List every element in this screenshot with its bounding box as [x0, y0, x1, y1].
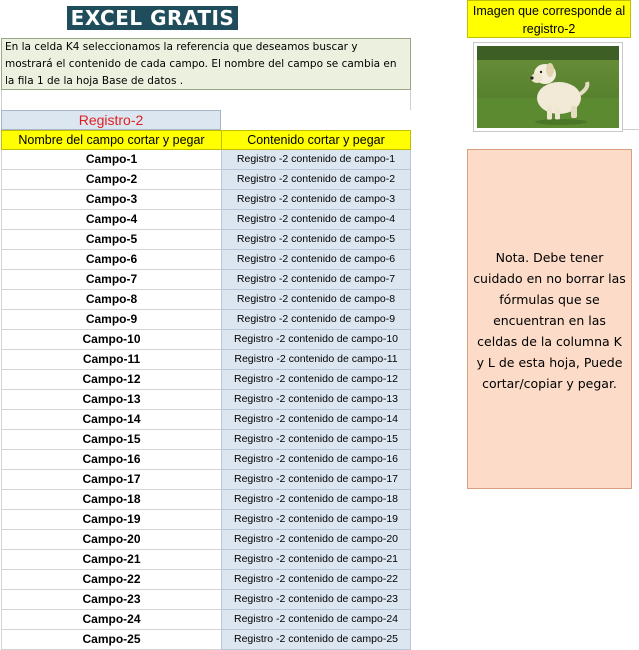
field-content-cell[interactable]: Registro -2 contenido de campo-21 — [221, 550, 411, 570]
field-content-cell[interactable]: Registro -2 contenido de campo-12 — [221, 370, 411, 390]
field-name-cell[interactable]: Campo-25 — [1, 630, 221, 650]
table-row — [1, 490, 411, 510]
field-content-cell[interactable]: Registro -2 contenido de campo-17 — [221, 470, 411, 490]
field-name-cell[interactable]: Campo-15 — [1, 430, 221, 450]
field-content-cell[interactable]: Registro -2 contenido de campo-13 — [221, 390, 411, 410]
dog-photo[interactable] — [473, 42, 623, 132]
table-row — [1, 150, 411, 170]
field-content-cell[interactable]: Registro -2 contenido de campo-11 — [221, 350, 411, 370]
field-name-cell[interactable]: Campo-21 — [1, 550, 221, 570]
table-row — [1, 510, 411, 530]
dog-photo-icon — [477, 46, 619, 128]
table-row — [1, 290, 411, 310]
field-name-cell[interactable]: Campo-18 — [1, 490, 221, 510]
field-name-cell[interactable]: Campo-10 — [1, 330, 221, 350]
grid-line — [623, 129, 639, 130]
field-name-cell[interactable]: Campo-3 — [1, 190, 221, 210]
field-name-cell[interactable]: Campo-19 — [1, 510, 221, 530]
field-name-cell[interactable]: Campo-6 — [1, 250, 221, 270]
field-content-cell[interactable]: Registro -2 contenido de campo-22 — [221, 570, 411, 590]
field-content-cell[interactable]: Registro -2 contenido de campo-23 — [221, 590, 411, 610]
field-name-cell[interactable]: Campo-7 — [1, 270, 221, 290]
table-row — [1, 550, 411, 570]
registro-title-cell[interactable]: Registro-2 — [1, 110, 221, 130]
field-name-cell[interactable]: Campo-12 — [1, 370, 221, 390]
table-row — [1, 170, 411, 190]
blank-row[interactable] — [1, 90, 411, 110]
field-name-cell[interactable]: Campo-11 — [1, 350, 221, 370]
field-content-cell[interactable]: Registro -2 contenido de campo-16 — [221, 450, 411, 470]
table-row — [1, 270, 411, 290]
field-name-cell[interactable]: Campo-17 — [1, 470, 221, 490]
table-row — [1, 370, 411, 390]
table-row — [1, 630, 411, 650]
field-content-cell[interactable]: Registro -2 contenido de campo-1 — [221, 150, 411, 170]
field-content-cell[interactable]: Registro -2 contenido de campo-5 — [221, 230, 411, 250]
table-row — [1, 590, 411, 610]
table-row — [1, 570, 411, 590]
field-content-cell[interactable]: Registro -2 contenido de campo-4 — [221, 210, 411, 230]
field-content-cell[interactable]: Registro -2 contenido de campo-6 — [221, 250, 411, 270]
field-content-cell[interactable]: Registro -2 contenido de campo-20 — [221, 530, 411, 550]
field-content-cell[interactable]: Registro -2 contenido de campo-18 — [221, 490, 411, 510]
table-row — [1, 390, 411, 410]
table-row — [1, 410, 411, 430]
field-name-cell[interactable]: Campo-23 — [1, 590, 221, 610]
field-name-cell[interactable]: Campo-16 — [1, 450, 221, 470]
field-content-cell[interactable]: Registro -2 contenido de campo-9 — [221, 310, 411, 330]
field-name-cell[interactable]: Campo-20 — [1, 530, 221, 550]
field-name-cell[interactable]: Campo-1 — [1, 150, 221, 170]
instructions-cell[interactable]: En la celda K4 seleccionamos la referencia que deseamos buscar y mostrará el contenido de cada campo. El nombre del campo se cambia en la fila 1 de la hoja Base de datos . — [1, 38, 411, 90]
field-content-cell[interactable]: Registro -2 contenido de campo-14 — [221, 410, 411, 430]
table-row — [1, 330, 411, 350]
image-caption-cell[interactable]: Imagen que corresponde al registro-2 — [467, 0, 631, 38]
field-content-cell[interactable]: Registro -2 contenido de campo-8 — [221, 290, 411, 310]
header-field-name[interactable]: Nombre del campo cortar y pegar — [1, 130, 222, 150]
table-row — [1, 230, 411, 250]
field-name-cell[interactable]: Campo-5 — [1, 230, 221, 250]
table-row — [1, 210, 411, 230]
field-name-cell[interactable]: Campo-13 — [1, 390, 221, 410]
field-content-cell[interactable]: Registro -2 contenido de campo-24 — [221, 610, 411, 630]
field-name-cell[interactable]: Campo-24 — [1, 610, 221, 630]
field-name-cell[interactable]: Campo-8 — [1, 290, 221, 310]
excel-gratis-logo: EXCEL GRATIS — [67, 6, 238, 30]
field-content-cell[interactable]: Registro -2 contenido de campo-15 — [221, 430, 411, 450]
field-content-cell[interactable]: Registro -2 contenido de campo-2 — [221, 170, 411, 190]
table-row — [1, 610, 411, 630]
field-content-cell[interactable]: Registro -2 contenido de campo-25 — [221, 630, 411, 650]
table-row — [1, 310, 411, 330]
field-content-cell[interactable]: Registro -2 contenido de campo-19 — [221, 510, 411, 530]
field-name-cell[interactable]: Campo-22 — [1, 570, 221, 590]
table-row — [1, 470, 411, 490]
field-name-cell[interactable]: Campo-2 — [1, 170, 221, 190]
table-row — [1, 530, 411, 550]
table-row — [1, 350, 411, 370]
header-field-content[interactable]: Contenido cortar y pegar — [221, 130, 411, 150]
table-row — [1, 450, 411, 470]
field-content-cell[interactable]: Registro -2 contenido de campo-10 — [221, 330, 411, 350]
fields-table — [1, 150, 411, 650]
field-name-cell[interactable]: Campo-14 — [1, 410, 221, 430]
table-row — [1, 190, 411, 210]
field-name-cell[interactable]: Campo-4 — [1, 210, 221, 230]
field-name-cell[interactable]: Campo-9 — [1, 310, 221, 330]
table-row — [1, 430, 411, 450]
field-content-cell[interactable]: Registro -2 contenido de campo-7 — [221, 270, 411, 290]
field-content-cell[interactable]: Registro -2 contenido de campo-3 — [221, 190, 411, 210]
note-cell[interactable]: Nota. Debe tener cuidado en no borrar las fórmulas que se encuentran en las celdas de la columna K y L de esta hoja, Puede cortar/copiar y pegar. — [467, 149, 632, 489]
table-row — [1, 250, 411, 270]
